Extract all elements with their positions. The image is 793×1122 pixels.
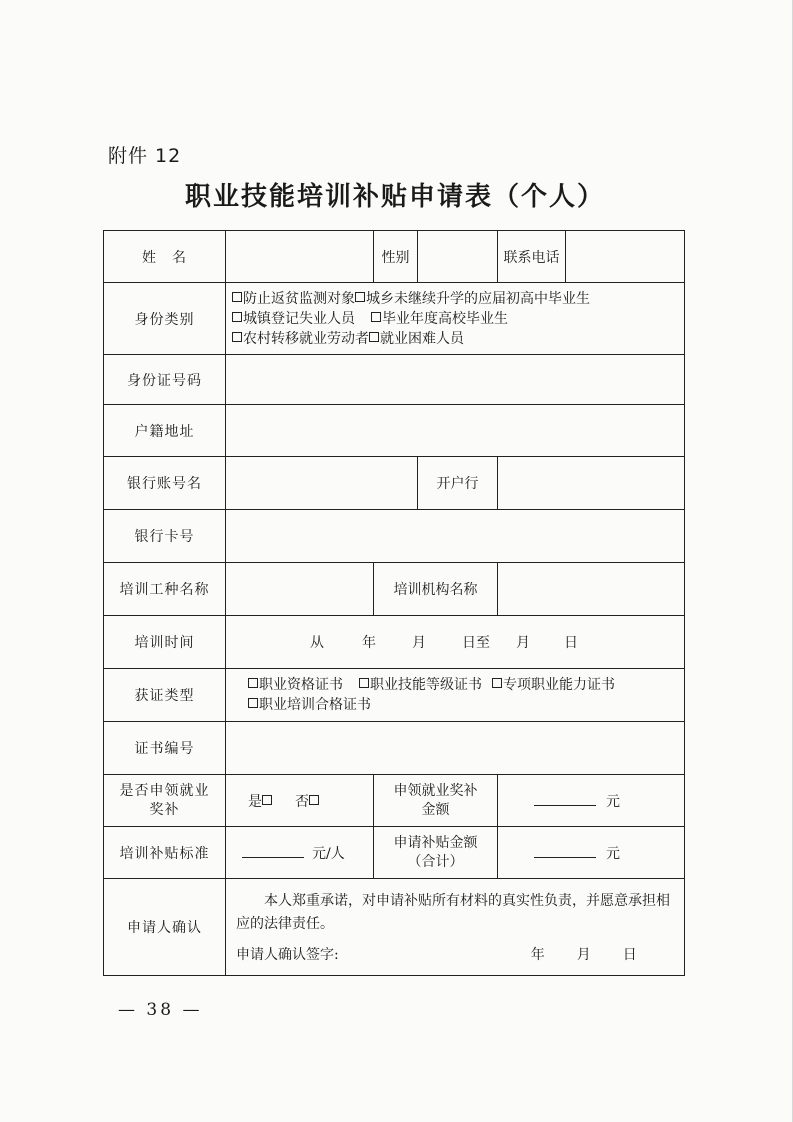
- blank-line: [534, 793, 596, 806]
- page-number: — 38 —: [118, 1000, 203, 1020]
- row-training-time: [104, 616, 685, 669]
- cert-option[interactable]: 职业资格证书: [248, 677, 343, 693]
- address-label: 户籍地址: [104, 405, 226, 457]
- name-field[interactable]: [226, 231, 374, 283]
- checkbox-icon[interactable]: [232, 292, 242, 302]
- row-bank-name: [104, 457, 685, 510]
- identity-options: [226, 283, 685, 355]
- cert-number-field[interactable]: [226, 722, 685, 775]
- checkbox-icon[interactable]: [262, 795, 272, 805]
- gender-field[interactable]: [418, 231, 498, 283]
- gender-label: 性别: [374, 231, 418, 283]
- row-address: [104, 405, 685, 457]
- date-year: 年: [530, 947, 545, 963]
- document-title: 职业技能培训补贴申请表（个人）: [184, 182, 605, 212]
- checkbox-icon[interactable]: [359, 678, 369, 688]
- confirm-label: 申请人确认: [104, 879, 226, 976]
- bank-branch-label: 开户行: [418, 457, 498, 510]
- bank-account-name-label: 银行账号名: [104, 457, 226, 510]
- date-day: 日: [622, 947, 637, 963]
- signature-label[interactable]: 申请人确认签字:: [236, 947, 339, 963]
- row-subsidy-standard: [104, 827, 685, 879]
- no-option[interactable]: 否: [295, 794, 320, 810]
- employment-amount-label: 申领就业奖补 金额: [374, 775, 498, 827]
- checkbox-icon[interactable]: [371, 312, 381, 322]
- row-cert-number: [104, 722, 685, 775]
- address-field[interactable]: [226, 405, 685, 457]
- application-form-table: [103, 230, 685, 976]
- identity-option[interactable]: 防止返贫监测对象: [232, 291, 355, 307]
- checkbox-icon[interactable]: [232, 332, 242, 342]
- cert-number-label: 证书编号: [104, 722, 226, 775]
- blank-line: [242, 845, 304, 858]
- cert-type-label: 获证类型: [104, 669, 226, 722]
- year-text: 年: [362, 635, 376, 651]
- date-month: 月: [576, 947, 591, 963]
- checkbox-icon[interactable]: [232, 312, 242, 322]
- unit-yuan: 元: [606, 793, 620, 810]
- identity-option[interactable]: 农村转移就业劳动者: [232, 331, 369, 347]
- attachment-label: 附件 12: [108, 145, 182, 167]
- subsidy-amount-field[interactable]: [498, 827, 685, 879]
- identity-label: 身份类别: [104, 283, 226, 355]
- bank-card-field[interactable]: [226, 510, 685, 563]
- unit-yuan-per-person: 元/人: [312, 845, 345, 862]
- row-id-number: [104, 355, 685, 405]
- unit-yuan: 元: [606, 845, 620, 862]
- cert-option[interactable]: 专项职业能力证书: [492, 677, 615, 693]
- subsidy-amount-label: 申请补贴金额 （合计）: [374, 827, 498, 879]
- month-text: 月: [412, 635, 426, 651]
- subsidy-standard-label: 培训补贴标准: [104, 827, 226, 879]
- row-bank-card: [104, 510, 685, 563]
- checkbox-icon[interactable]: [248, 698, 258, 708]
- day-to-text: 日至: [462, 635, 490, 651]
- cert-option[interactable]: 职业技能等级证书: [359, 677, 482, 693]
- training-time-label: 培训时间: [104, 616, 226, 669]
- checkbox-icon[interactable]: [492, 678, 502, 688]
- row-confirm: [104, 879, 685, 976]
- row-employment-subsidy: [104, 775, 685, 827]
- row-identity: [104, 283, 685, 355]
- row-name: [104, 231, 685, 283]
- checkbox-icon[interactable]: [369, 332, 379, 342]
- identity-option[interactable]: 毕业年度高校毕业生: [371, 311, 508, 327]
- training-org-label: 培训机构名称: [374, 563, 498, 616]
- blank-line: [534, 845, 596, 858]
- id-number-label: 身份证号码: [104, 355, 226, 405]
- training-time-field[interactable]: [226, 616, 685, 669]
- signature-row: [236, 944, 674, 964]
- row-cert-type: [104, 669, 685, 722]
- checkbox-icon[interactable]: [248, 678, 258, 688]
- confirm-field: [226, 879, 685, 976]
- bank-branch-field[interactable]: [498, 457, 685, 510]
- training-type-label: 培训工种名称: [104, 563, 226, 616]
- identity-option[interactable]: 就业困难人员: [369, 331, 464, 347]
- identity-option[interactable]: 城乡未继续升学的应届初高中毕业生: [355, 291, 590, 307]
- phone-field[interactable]: [566, 231, 685, 283]
- yes-option[interactable]: 是: [248, 794, 273, 810]
- end-month-text: 月: [516, 635, 530, 651]
- checkbox-icon[interactable]: [309, 795, 319, 805]
- checkbox-icon[interactable]: [355, 292, 365, 302]
- name-label: 姓 名: [104, 231, 226, 283]
- pledge-text: 本人郑重承诺，对申请补贴所有材料的真实性负责，并愿意承担相应的法律责任。: [236, 893, 670, 932]
- employment-amount-field[interactable]: [498, 775, 685, 827]
- employment-subsidy-label: 是否申领就业 奖补: [104, 775, 226, 827]
- training-org-field[interactable]: [498, 563, 685, 616]
- bank-account-name-field[interactable]: [226, 457, 418, 510]
- training-type-field[interactable]: [226, 563, 374, 616]
- employment-subsidy-choice: [226, 775, 374, 827]
- identity-option[interactable]: 城镇登记失业人员: [232, 311, 355, 327]
- id-number-field[interactable]: [226, 355, 685, 405]
- bank-card-label: 银行卡号: [104, 510, 226, 563]
- row-training-type: [104, 563, 685, 616]
- end-day-text: 日: [564, 635, 578, 651]
- phone-label: 联系电话: [498, 231, 566, 283]
- cert-option[interactable]: 职业培训合格证书: [248, 697, 371, 713]
- from-text: 从: [310, 635, 324, 651]
- subsidy-standard-field[interactable]: [226, 827, 374, 879]
- cert-options: [226, 669, 685, 722]
